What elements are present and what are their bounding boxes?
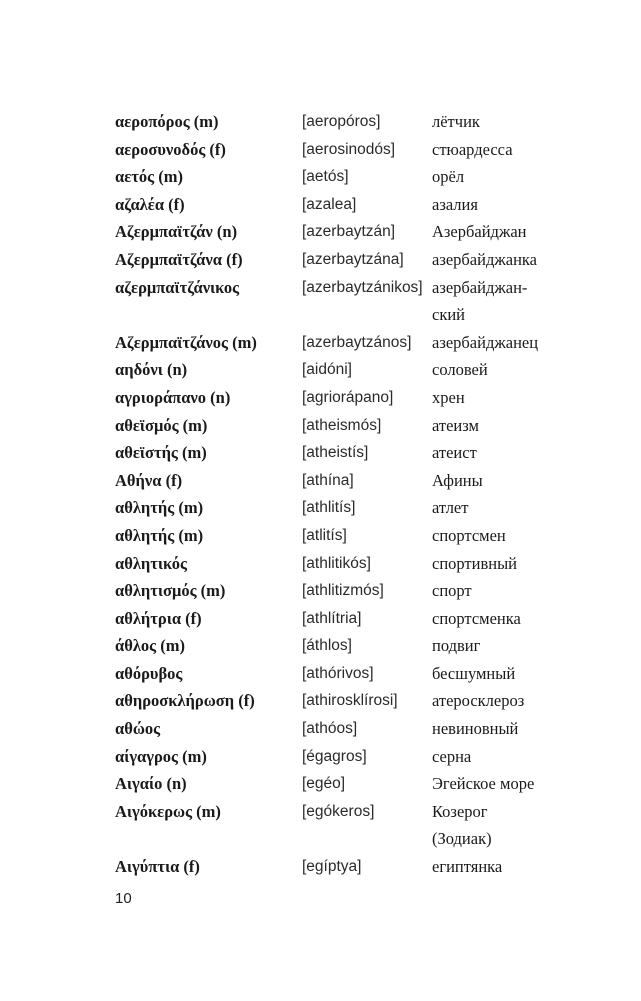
greek-word: αθλήτρια (f) — [115, 608, 202, 628]
greek-word: Αθήνα (f) — [115, 470, 183, 490]
russian-translation — [432, 136, 572, 164]
dictionary-entry — [115, 660, 575, 688]
dictionary-entry — [115, 770, 575, 798]
translation-line: орёл — [432, 167, 465, 187]
russian-translation — [432, 550, 572, 578]
dictionary-entry — [115, 522, 575, 550]
greek-word: αζαλέα (f) — [115, 194, 185, 214]
russian-translation — [432, 274, 572, 329]
russian-translation — [432, 329, 572, 357]
greek-word: αθλητής (m) — [115, 525, 204, 545]
transliteration: [athirosklírosi] — [302, 692, 398, 710]
greek-word: αζερμπαϊτζάνικος — [115, 277, 240, 297]
dictionary-entry — [115, 715, 575, 743]
greek-word: Αζερμπαϊτζάν (n) — [115, 222, 238, 242]
translation-line: Козерог — [432, 801, 488, 821]
translation-line: азербайджанец — [432, 332, 539, 352]
greek-word: αηδόνι (n) — [115, 360, 188, 380]
dictionary-entry — [115, 439, 575, 467]
dictionary-entry — [115, 384, 575, 412]
russian-translation — [432, 853, 572, 881]
russian-translation — [432, 218, 572, 246]
russian-translation — [432, 605, 572, 633]
russian-translation — [432, 412, 572, 440]
greek-word: αθλητικός — [115, 553, 187, 573]
transliteration: [atlitís] — [302, 526, 347, 544]
greek-word: αθώος — [115, 719, 161, 739]
transliteration: [egókeros] — [302, 802, 375, 820]
dictionary-entry — [115, 494, 575, 522]
greek-word: αθεϊστής (m) — [115, 443, 207, 463]
russian-translation — [432, 632, 572, 660]
dictionary-entry — [115, 632, 575, 660]
transliteration: [athlitís] — [302, 499, 356, 517]
transliteration: [azerbaytzána] — [302, 250, 404, 268]
translation-line: соловей — [432, 360, 488, 380]
dictionary-entry — [115, 853, 575, 881]
transliteration: [azerbaytzános] — [302, 333, 412, 351]
translation-line: (Зодиак) — [432, 829, 492, 849]
greek-word: αίγαγρος (m) — [115, 746, 207, 766]
greek-word: αθλητής (m) — [115, 498, 204, 518]
transliteration: [aetós] — [302, 168, 349, 186]
translation-line: азербайджан- — [432, 277, 528, 297]
translation-line: невиновный — [432, 719, 519, 739]
russian-translation — [432, 494, 572, 522]
transliteration: [athóos] — [302, 720, 358, 738]
russian-translation — [432, 108, 572, 136]
greek-word: αεροπόρος (m) — [115, 112, 219, 131]
russian-translation — [432, 522, 572, 550]
dictionary-entry — [115, 743, 575, 771]
transliteration: [égagros] — [302, 747, 367, 765]
dictionary-entry — [115, 274, 575, 329]
dictionary-entry — [115, 798, 575, 853]
translation-line: египтянка — [432, 857, 503, 877]
dictionary-entry — [115, 356, 575, 384]
greek-word: Αιγόκερως (m) — [115, 801, 221, 821]
translation-line: бесшумный — [432, 663, 516, 683]
transliteration: [athórivos] — [302, 664, 374, 682]
dictionary-entry — [115, 163, 575, 191]
transliteration: [azalea] — [302, 195, 357, 213]
russian-translation — [432, 439, 572, 467]
transliteration: [áthlos] — [302, 637, 352, 655]
translation-line: хрен — [432, 387, 465, 407]
translation-line: атеизм — [432, 415, 479, 435]
greek-word: άθλος (m) — [115, 636, 185, 656]
translation-line: лётчик — [432, 112, 480, 131]
translation-line: азербайджанка — [432, 249, 538, 269]
transliteration: [athlitikós] — [302, 554, 371, 572]
greek-word: Αζερμπαϊτζάνος (m) — [115, 332, 257, 352]
dictionary-entry — [115, 467, 575, 495]
dictionary-entry — [115, 329, 575, 357]
dictionary-entry — [115, 412, 575, 440]
transliteration: [atheistís] — [302, 444, 369, 462]
russian-translation — [432, 577, 572, 605]
russian-translation — [432, 660, 572, 688]
transliteration: [agriorápano] — [302, 388, 394, 406]
greek-word: αεροσυνοδός (f) — [115, 139, 226, 159]
translation-line: азалия — [432, 194, 478, 214]
russian-translation — [432, 770, 572, 798]
greek-word: Αιγύπτια (f) — [115, 857, 200, 877]
russian-translation — [432, 246, 572, 274]
greek-word: Αζερμπαϊτζάνα (f) — [115, 249, 243, 269]
russian-translation — [432, 467, 572, 495]
greek-word: αθηροσκλήρωση (f) — [115, 691, 255, 711]
greek-word: αθόρυβος — [115, 663, 183, 683]
greek-word: αθεϊσμός (m) — [115, 415, 208, 435]
translation-line: Афины — [432, 470, 483, 490]
russian-translation — [432, 715, 572, 743]
translation-line: серна — [432, 746, 472, 766]
dictionary-entry — [115, 108, 575, 136]
dictionary-entry — [115, 687, 575, 715]
transliteration: [athlítria] — [302, 609, 362, 627]
transliteration: [aeropóros] — [302, 113, 381, 130]
translation-line: спорт — [432, 581, 472, 601]
dictionary-entry — [115, 136, 575, 164]
dictionary-entry — [115, 246, 575, 274]
russian-translation — [432, 163, 572, 191]
transliteration: [athína] — [302, 471, 354, 489]
transliteration: [aerosinodós] — [302, 140, 396, 158]
translation-line: подвиг — [432, 636, 481, 656]
translation-line: спортивный — [432, 553, 518, 573]
dictionary-entry — [115, 577, 575, 605]
greek-word: αθλητισμός (m) — [115, 581, 226, 601]
russian-translation — [432, 191, 572, 219]
dictionary-entry — [115, 191, 575, 219]
dictionary-entry — [115, 605, 575, 633]
greek-word: Αιγαίο (n) — [115, 774, 187, 794]
translation-line: атеросклероз — [432, 691, 525, 711]
translation-line: стюардесса — [432, 139, 513, 159]
transliteration: [aidóni] — [302, 361, 352, 379]
translation-line: спортсменка — [432, 608, 521, 628]
transliteration: [azerbaytzán] — [302, 223, 396, 241]
greek-word: αγριοράπανο (n) — [115, 387, 231, 407]
dictionary-entry — [115, 218, 575, 246]
transliteration: [athlitizmós] — [302, 582, 384, 600]
russian-translation — [432, 356, 572, 384]
russian-translation — [432, 743, 572, 771]
transliteration: [azerbaytzánikos] — [302, 278, 423, 296]
translation-line: Азербайджан — [432, 222, 527, 242]
translation-line: ский — [432, 305, 465, 325]
greek-word: αετός (m) — [115, 167, 183, 187]
dictionary-list — [115, 108, 575, 881]
russian-translation — [432, 384, 572, 412]
transliteration: [egíptya] — [302, 858, 362, 876]
translation-line: спортсмен — [432, 525, 506, 545]
dictionary-entry — [115, 550, 575, 578]
transliteration: [egéo] — [302, 775, 346, 793]
russian-translation — [432, 687, 572, 715]
russian-translation — [432, 798, 572, 853]
transliteration: [atheismós] — [302, 416, 382, 434]
translation-line: Эгейское море — [432, 774, 535, 794]
page-number: 10 — [115, 890, 132, 907]
translation-line: атеист — [432, 443, 477, 463]
translation-line: атлет — [432, 498, 469, 518]
